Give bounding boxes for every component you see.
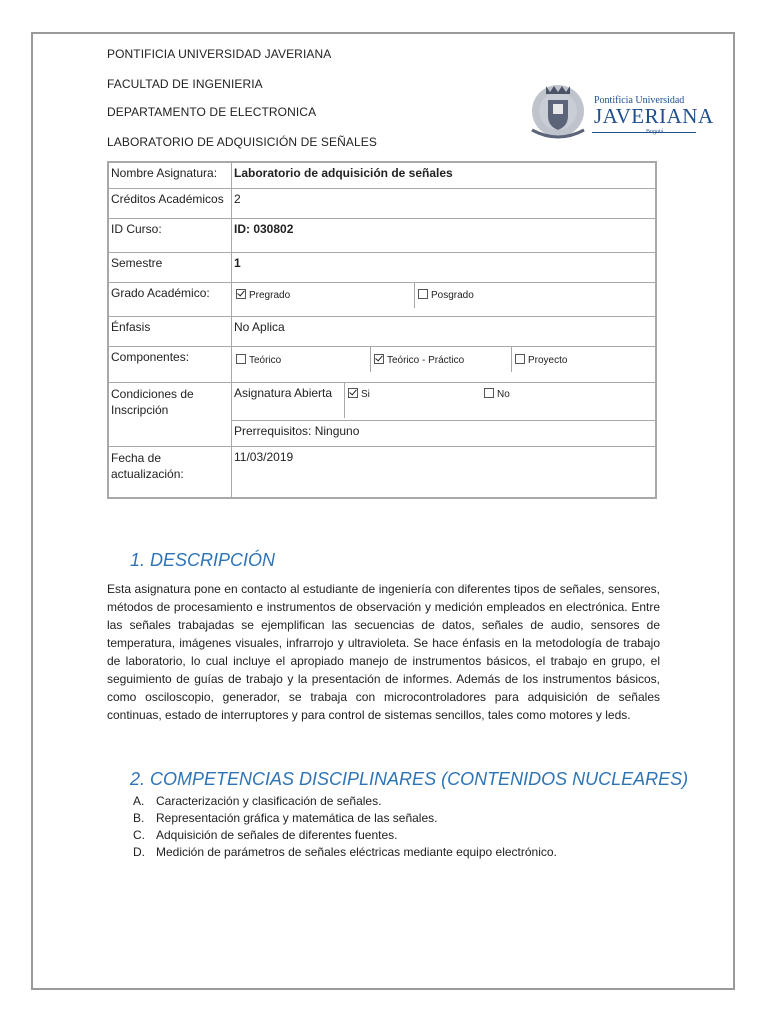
competencias-list	[133, 793, 653, 861]
row-fecha	[108, 446, 656, 498]
nombre-value: Laboratorio de adquisición de señales	[232, 162, 657, 188]
semestre-value: 1	[232, 252, 657, 282]
grado-label: Grado Académico:	[108, 282, 232, 316]
creditos-value: 2	[232, 188, 657, 218]
si-checkbox[interactable]	[348, 388, 358, 398]
enfasis-label: Énfasis	[108, 316, 232, 346]
si-label: Si	[361, 388, 370, 400]
grado-pregrado[interactable]	[236, 289, 290, 301]
proyecto-label: Proyecto	[528, 354, 568, 366]
teorico-practico-checkbox[interactable]	[374, 354, 384, 364]
header-university: PONTIFICIA UNIVERSIDAD JAVERIANA	[107, 47, 332, 61]
condiciones-label: Condiciones de Inscripción	[108, 382, 232, 446]
id-label: ID Curso:	[108, 218, 232, 252]
row-condiciones	[108, 382, 656, 420]
enfasis-value: No Aplica	[232, 316, 657, 346]
header-laboratory: LABORATORIO DE ADQUISICIÓN DE SEÑALES	[107, 135, 377, 149]
posgrado-checkbox[interactable]	[418, 289, 428, 299]
university-logo	[526, 80, 714, 142]
logo-line1: Pontificia Universidad	[594, 95, 685, 106]
list-text: Adquisición de señales de diferentes fuentes.	[156, 828, 398, 842]
comp-teorico-practico[interactable]	[374, 354, 464, 366]
prerrequisitos-value: Prerrequisitos: Ninguno	[232, 420, 657, 446]
proyecto-checkbox[interactable]	[515, 354, 525, 364]
grado-posgrado[interactable]	[418, 289, 474, 301]
teorico-practico-label: Teórico - Práctico	[387, 354, 465, 366]
list-marker: D.	[133, 845, 145, 859]
abierta-no[interactable]	[484, 388, 510, 400]
comp-proyecto[interactable]	[515, 354, 567, 366]
list-text: Medición de parámetros de señales eléctricas mediante equipo electrónico.	[156, 845, 557, 859]
componentes-label: Componentes:	[108, 346, 232, 382]
componentes-options	[232, 346, 657, 382]
teorico-label: Teórico	[249, 354, 282, 366]
row-nombre	[108, 162, 656, 188]
creditos-label: Créditos Académicos	[108, 188, 232, 218]
list-marker: B.	[133, 811, 145, 825]
list-item	[133, 844, 653, 861]
grado-options	[232, 282, 657, 316]
logo-line3: Bogotá	[646, 129, 664, 135]
fecha-label: Fecha de actualización:	[108, 446, 232, 498]
fecha-value: 11/03/2019	[232, 446, 657, 498]
section-descripcion-body: Esta asignatura pone en contacto al estudiante de ingeniería con diferentes tipos de señales, sensores, métodos de procesamiento e instrumentos de observación y medición empleados en electrónica. Entre las señales trabajadas se ejemplifican las secuencias de datos, señales de audio, sensores de temperatura, imágenes visuales, infrarrojo y ultravioleta. Se hace énfasis en la metodología de trabajo de laboratorio, lo cual incluye el apropiado manejo de instrumentos básicos, el trabajo en grupo, el seguimiento de guías de trabajo y la presentación de informes. Además de los instrumentos básicos, como osciloscopio, generador, se trabaja con microcontroladores para adquisición de señales continuas, estado de interruptores y para control de sistemas sencillos, tales como motores y leds.	[107, 582, 660, 722]
coat-of-arms-icon	[526, 80, 590, 142]
semestre-label: Semestre	[108, 252, 232, 282]
logo-rule	[592, 132, 696, 133]
row-semestre	[108, 252, 656, 282]
list-text: Caracterización y clasificación de señales.	[156, 794, 382, 808]
list-marker: C.	[133, 828, 145, 842]
list-marker: A.	[133, 794, 145, 808]
abierta-label: Asignatura Abierta	[234, 385, 333, 400]
row-creditos	[108, 188, 656, 218]
list-text: Representación gráfica y matemática de las señales.	[156, 811, 438, 825]
row-enfasis	[108, 316, 656, 346]
teorico-checkbox[interactable]	[236, 354, 246, 364]
comp-teorico[interactable]	[236, 354, 281, 366]
row-componentes	[108, 346, 656, 382]
no-label: No	[497, 388, 510, 400]
list-item	[133, 793, 653, 810]
pregrado-label: Pregrado	[249, 289, 291, 301]
header-faculty: FACULTAD DE INGENIERIA	[107, 77, 263, 91]
header-department: DEPARTAMENTO DE ELECTRONICA	[107, 105, 317, 119]
list-item	[133, 810, 653, 827]
section-descripcion-title: 1. DESCRIPCIÓN	[130, 550, 276, 570]
condiciones-options	[232, 382, 657, 420]
list-item	[133, 827, 653, 844]
abierta-si[interactable]	[348, 388, 370, 400]
posgrado-label: Posgrado	[431, 289, 474, 301]
row-grado	[108, 282, 656, 316]
section-competencias-title: 2. COMPETENCIAS DISCIPLINARES (CONTENIDOS NUCLEARES)	[130, 769, 689, 789]
row-id	[108, 218, 656, 252]
logo-line2: JAVERIANA	[594, 104, 714, 128]
pregrado-checkbox[interactable]	[236, 289, 246, 299]
course-info-table	[107, 161, 657, 499]
no-checkbox[interactable]	[484, 388, 494, 398]
nombre-label: Nombre Asignatura:	[108, 162, 232, 188]
id-value: ID: 030802	[232, 218, 657, 252]
